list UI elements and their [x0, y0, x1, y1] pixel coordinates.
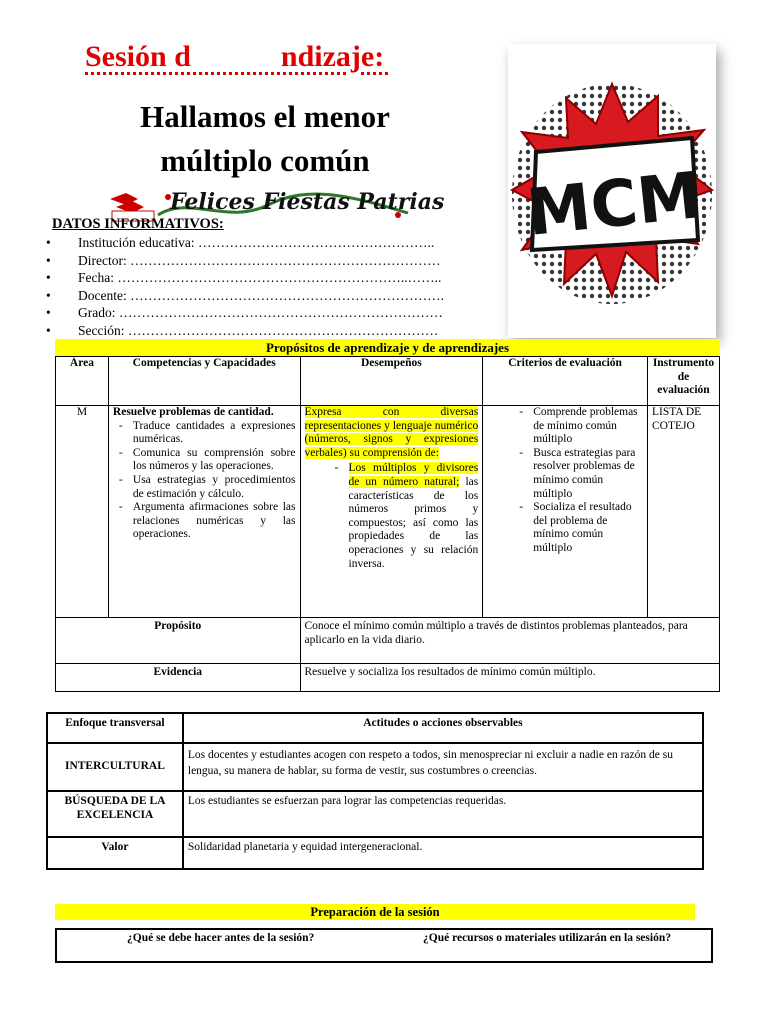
criterio-item: - Comprende problemas de mínimo común múltiplo [513, 406, 643, 447]
pregunta-recursos: ¿Qué recursos o materiales utilizarán en la sesión? [423, 932, 671, 944]
table3-title: Preparación de la sesión [55, 904, 695, 920]
datos-heading: DATOS INFORMATIVOS: [52, 216, 224, 232]
th-actitudes: Actitudes o acciones observables [183, 713, 703, 743]
capacidad-item: - Argumenta afirmaciones sobre las relaciones numéricas y las operaciones. [113, 501, 296, 542]
datos-director: • Director: …………………………………………………………… [30, 252, 444, 270]
proposito-text: Conoce el mínimo común múltiplo a través de distintos problemas planteados, para aplicarlo en la vida diario. [300, 618, 720, 664]
evidencia-label: Evidencia [56, 664, 301, 692]
enfoque-text: Los docentes y estudiantes acogen con respeto a todos, sin menospreciar ni excluir a nadie en razón de su lengua, su manera de hablar, su forma de vestir, sus costumbres o creencias. [183, 743, 703, 791]
banner-text: Felices Fiestas Patrias [170, 189, 445, 215]
desempeno-item-highlight: Los múltiplos y divisores de un número natural; [348, 462, 479, 488]
datos-grado: • Grado: ……………………………………………………………… [30, 304, 444, 322]
session-title: Sesión d ndizaje: [85, 40, 392, 73]
th-desempenos: Desempeños [300, 357, 483, 406]
datos-docente: • Docente: ……………………………………………………………. [30, 287, 444, 305]
enfoque-label: BÚSQUEDA DE LA EXCELENCIA [47, 791, 183, 837]
desempeno-item-rest: las características de los números primos y compuestos; así como las propiedades de las operaciones y su relación inversa. [348, 475, 479, 570]
mcm-logo-card [508, 44, 716, 338]
th-instrumento: Instrumento de evaluación [647, 357, 719, 406]
criterios-list [487, 406, 643, 556]
datos-institucion: • Institución educativa: …………………………………………….. [30, 234, 444, 252]
enfoque-text: Los estudiantes se esfuerzan para lograr las competencias requeridas. [183, 791, 703, 837]
th-area: Área [56, 357, 109, 406]
propositos-table [55, 356, 720, 692]
mcm-comic-logo [508, 44, 716, 338]
desempeno-intro: Expresa con diversas representaciones y lenguaje numérico (números, signos y expresiones verbales) su comprensión de: [304, 406, 479, 459]
datos-seccion: • Sección: …………………………………………………………… [30, 322, 444, 340]
competencia-title: Resuelve problemas de cantidad. [112, 406, 274, 418]
criterio-item: - Socializa el resultado del problema de mínimo común múltiplo [513, 501, 643, 555]
datos-list [30, 234, 444, 339]
criterios-cell [483, 406, 648, 618]
table1-title: Propósitos de aprendizaje y de aprendizajes [55, 339, 720, 356]
area-cell: M [56, 406, 109, 618]
capacidades-list [113, 420, 296, 542]
criterio-item: - Busca estrategias para resolver problemas de mínimo común múltiplo [513, 447, 643, 501]
page-title: Hallamos el menor múltiplo común [140, 99, 390, 178]
desempenos-cell [300, 406, 483, 618]
mcm-logo-text: MCM [523, 159, 705, 251]
preparacion-table [55, 928, 713, 963]
capacidad-item: - Traduce cantidades a expresiones numéricas. [113, 420, 296, 447]
th-competencias: Competencias y Capacidades [108, 357, 300, 406]
competencias-cell [108, 406, 300, 618]
th-enfoque: Enfoque transversal [47, 713, 183, 743]
capacidad-item: - Usa estrategias y procedimientos de estimación y cálculo. [113, 474, 296, 501]
enfoque-label: INTERCULTURAL [47, 743, 183, 791]
capacidad-item: - Comunica su comprensión sobre los números y las operaciones. [113, 447, 296, 474]
evidencia-text: Resuelve y socializa los resultados de mínimo común múltiplo. [300, 664, 720, 692]
enfoque-table [46, 712, 704, 870]
desempeno-list [305, 462, 479, 571]
proposito-label: Propósito [56, 618, 301, 664]
datos-fecha: • Fecha: ………………………………………………………..…….. [30, 269, 444, 287]
valor-text: Solidaridad planetaria y equidad intergeneracional. [183, 837, 703, 869]
desempeno-item [329, 462, 479, 571]
instrumento-cell: LISTA DE COTEJO [647, 406, 719, 618]
th-criterios: Criterios de evaluación [483, 357, 648, 406]
pregunta-antes: ¿Qué se debe hacer antes de la sesión? [127, 932, 315, 944]
valor-label: Valor [47, 837, 183, 869]
